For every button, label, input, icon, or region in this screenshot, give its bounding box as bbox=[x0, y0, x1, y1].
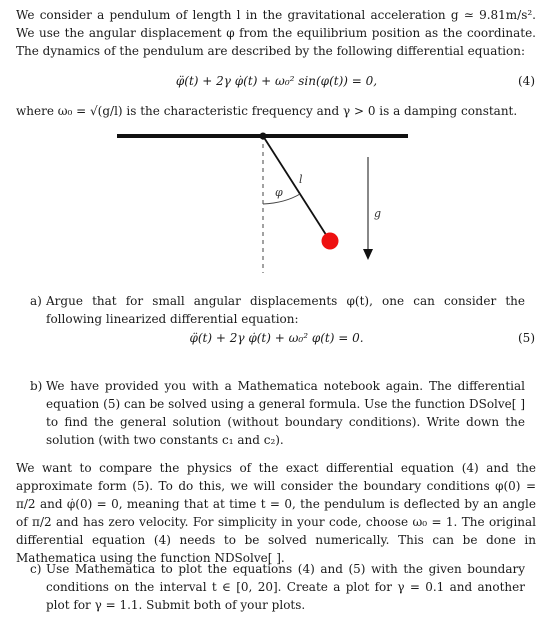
part-c-label: c) bbox=[30, 562, 42, 576]
where-text: where ω₀ = √(g/l) is the characteristic frequency and γ > 0 is a damping constant. bbox=[16, 104, 518, 118]
part-b bbox=[30, 377, 525, 449]
pendulum-figure bbox=[0, 125, 553, 280]
intro-paragraph: We consider a pendulum of length l in the gravitational acceleration g ≃ 9.81m/s². We use the angular displacement φ from the equilibrium position as the coordinate. The dynamics of the pendulum are described by the following differential equation: bbox=[16, 8, 536, 58]
gravity-arrow-head bbox=[363, 249, 373, 260]
part-b-text: We have provided you with a Mathematica notebook again. The differential equation (5) can be solved using a general formula. Use the function DSolve[ ] to find the general solution (without boundary conditions). Write down the solution (with two constants c₁ and c₂). bbox=[46, 379, 525, 447]
part-c bbox=[30, 560, 525, 614]
equation-5: φ̈(t) + 2γ φ̇(t) + ω₀² φ(t) = 0. bbox=[189, 331, 364, 345]
part-b-label: b) bbox=[30, 379, 43, 393]
label-g: g bbox=[374, 207, 382, 220]
pendulum-bob bbox=[322, 233, 339, 250]
equation-5-number: (5) bbox=[518, 331, 535, 345]
part-c-text: Use Mathematica to plot the equations (4) and (5) with the given boundary conditions on the interval t ∈ [0, 20]. Create a plot for γ = 0.1 and another plot for γ = 1.1. Submit both of your plots. bbox=[46, 562, 525, 612]
pendulum-rod bbox=[263, 136, 330, 241]
part-a-label: a) bbox=[30, 294, 42, 308]
equation-4-number: (4) bbox=[518, 74, 535, 88]
compare-paragraph: We want to compare the physics of the exact differential equation (4) and the approximate form (5). To do this, we will consider the boundary conditions φ(0) = π/2 and φ̇(0) = 0, meaning that at time t = 0, the pendulum is deflected by an angle of π/2 and has zero velocity. For simplicity in your code, choose ω₀ = 1. The original differential equation (4) needs to be solved numerically. This can be done in Mathematica using the function NDSolve[ ]. bbox=[16, 461, 536, 565]
label-phi: φ bbox=[275, 186, 283, 199]
label-l: l bbox=[299, 173, 303, 186]
pivot-point bbox=[260, 133, 267, 140]
part-a-text: Argue that for small angular displacements φ(t), one can consider the following linearized differential equation: bbox=[46, 294, 525, 326]
equation-4: φ̈(t) + 2γ φ̇(t) + ω₀² sin(φ(t)) = 0, bbox=[175, 74, 378, 88]
part-a bbox=[30, 292, 525, 328]
